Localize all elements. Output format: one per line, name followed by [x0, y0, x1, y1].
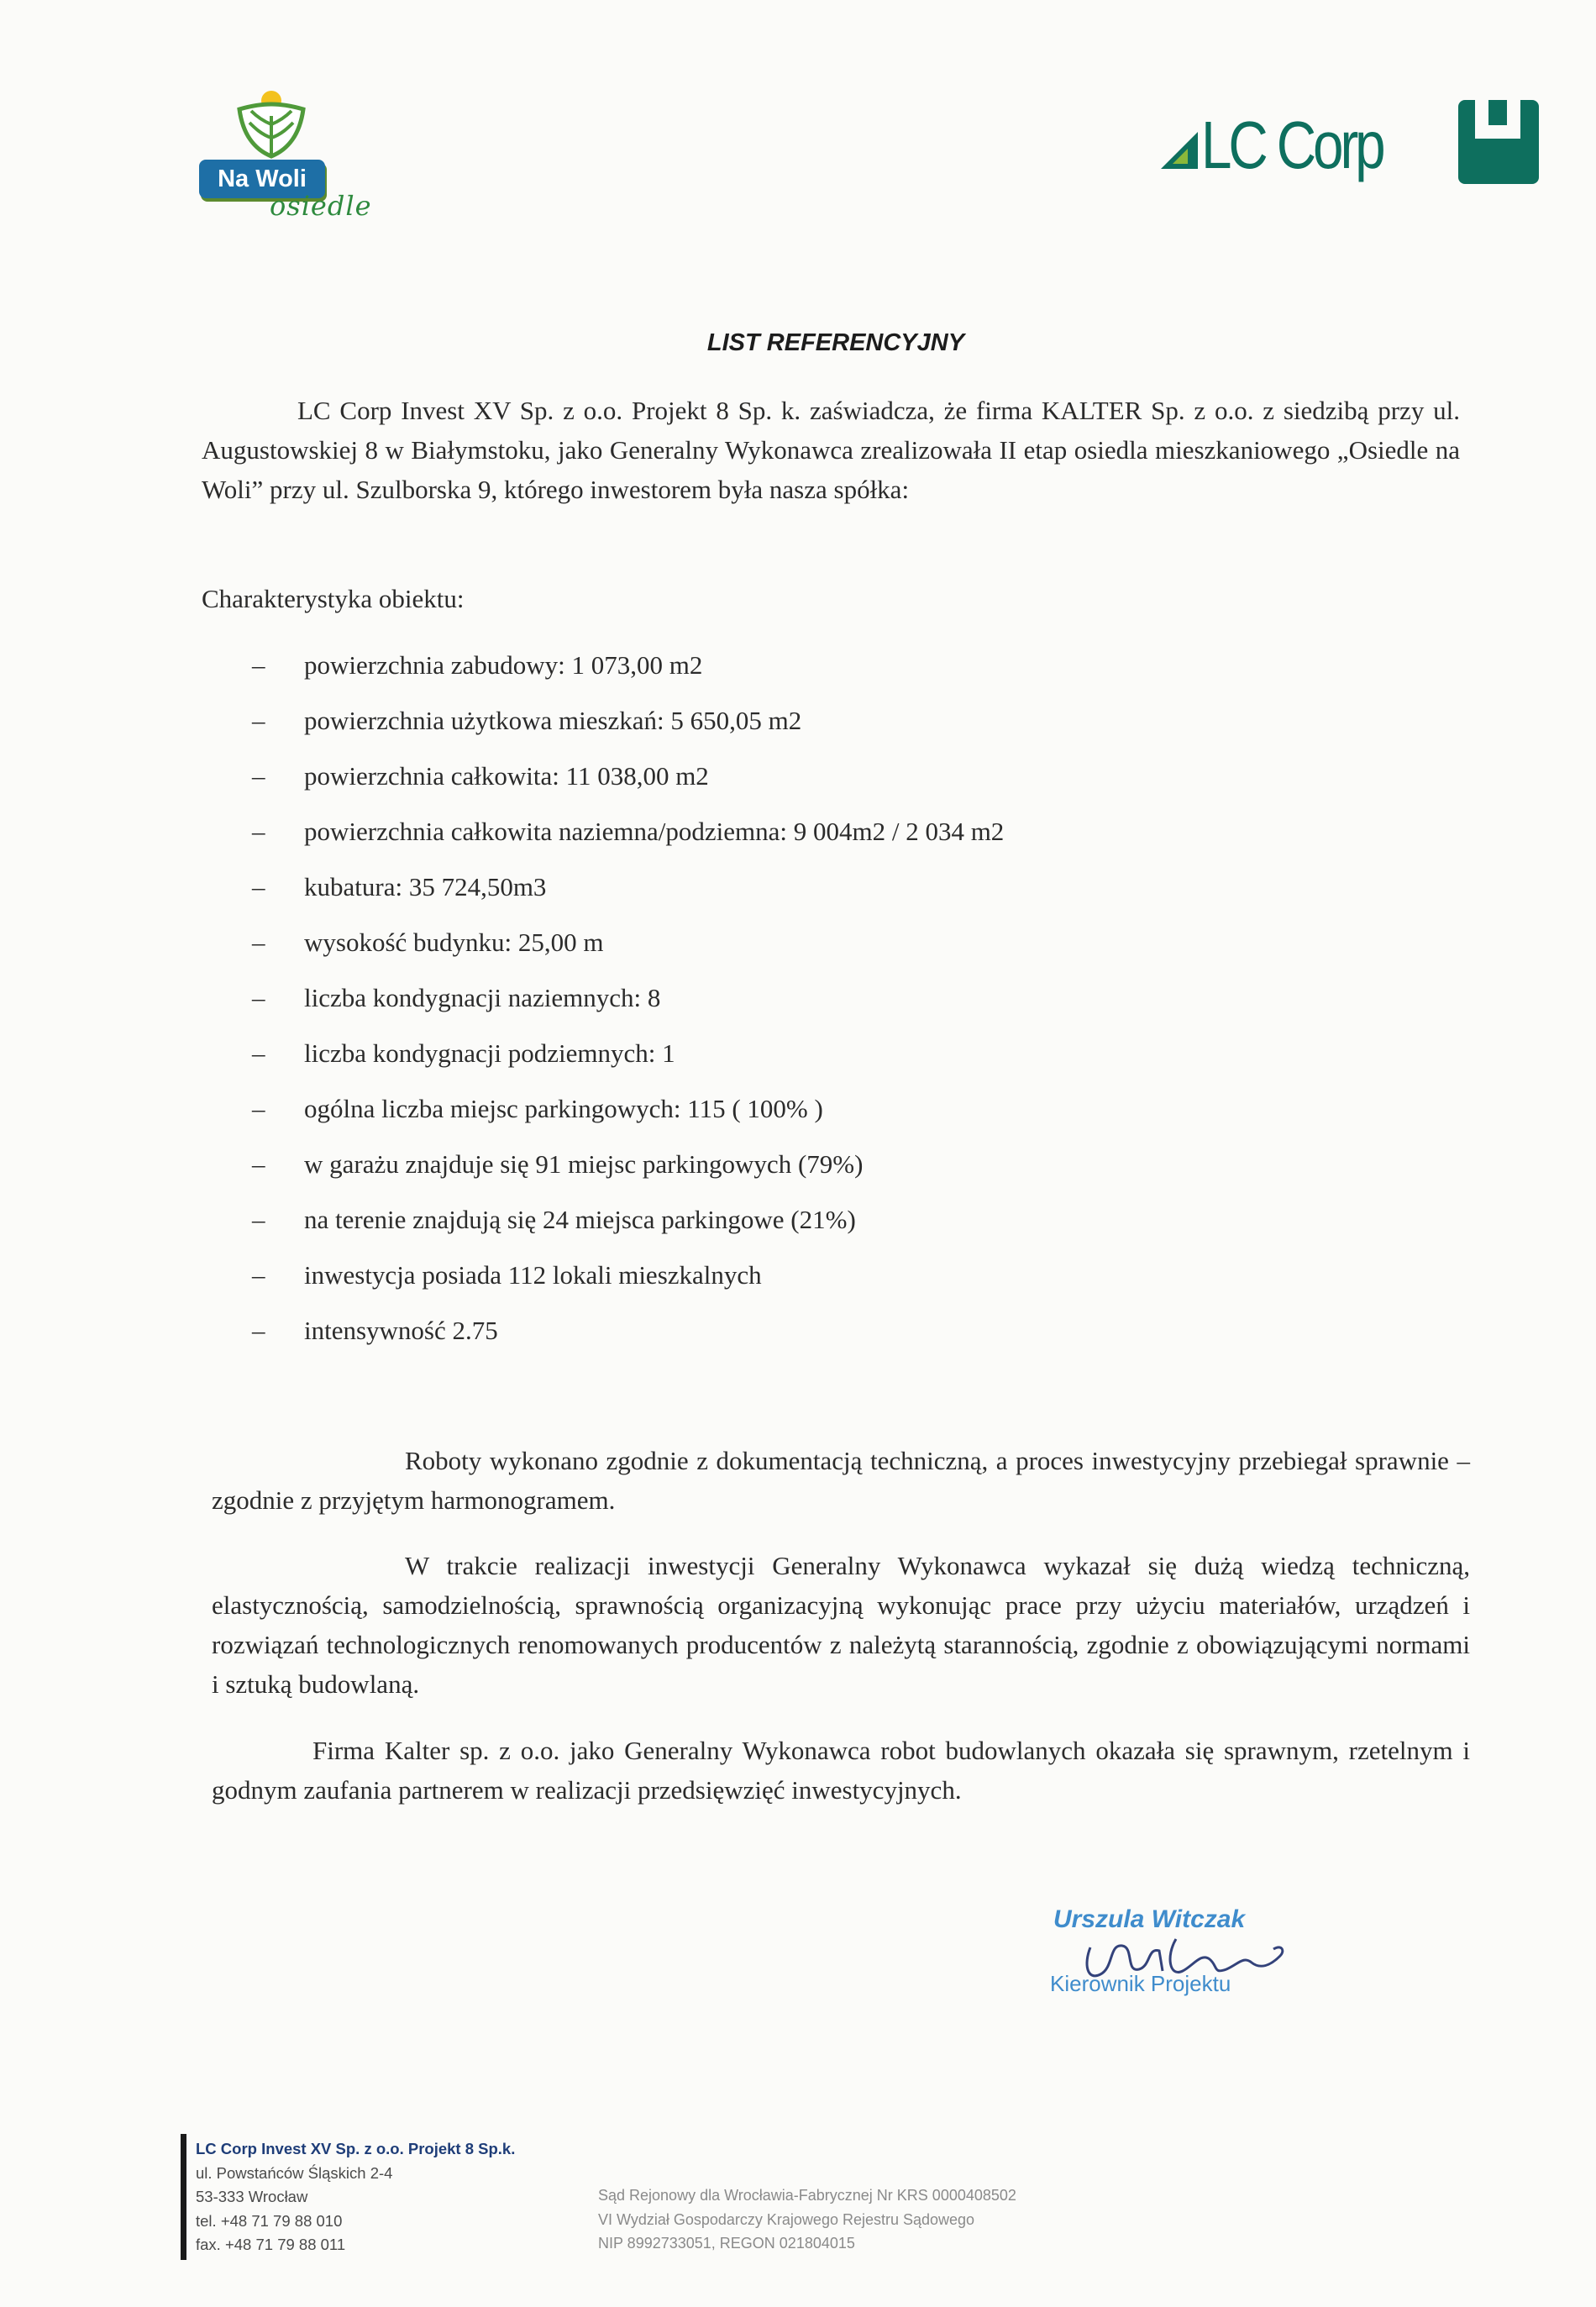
list-item: – powierzchnia zabudowy: 1 073,00 m2: [252, 650, 703, 680]
lc-square-logo-icon: [1458, 100, 1539, 184]
characteristics-list: [252, 649, 1004, 1369]
triangle-logo-icon: [1159, 130, 1201, 171]
footer-court: Sąd Rejonowy dla Wrocławia-Fabrycznej Nr KRS 0000408502: [598, 2187, 1016, 2204]
list-item: – liczba kondygnacji naziemnych: 8: [252, 983, 661, 1012]
osiedle-script: osiedle: [270, 190, 372, 222]
contractor-paragraph: W trakcie realizacji inwestycji Generalny Wykonawca wykazał się dużą wiedzą techniczną, elastycznością, samodzielnością, sprawnością organizacyjną wykonując prace przy użyciu materiałów, urządzeń i rozwiązań technologicznych renomowanych producentów z należytą starannością, zgodnie z obowiązującymi normami i sztuką budowlaną.: [212, 1551, 1470, 1699]
signature-stamp: [1050, 1905, 1302, 2006]
lc-corp-wordmark: LC Corp: [1201, 108, 1383, 182]
list-item: – powierzchnia użytkowa mieszkań: 5 650,05 m2: [252, 706, 802, 735]
list-item: – w garażu znajduje się 91 miejsc parkingowych (79%): [252, 1149, 864, 1179]
footer-address: [196, 2137, 515, 2257]
list-item: – inwestycja posiada 112 lokali mieszkalnych: [252, 1260, 762, 1290]
list-item: – kubatura: 35 724,50m3: [252, 872, 547, 901]
list-item: – ogólna liczba miejsc parkingowych: 115 ( 100% ): [252, 1094, 823, 1123]
footer-city: 53-333 Wrocław: [196, 2188, 308, 2205]
characteristics-label: Charakterystyka obiektu:: [202, 584, 465, 613]
na-woli-logo: [196, 91, 376, 225]
works-paragraph: Roboty wykonano zgodnie z dokumentacją techniczną, a proces inwestycyjny przebiegał sprawnie – zgodnie z przyjętym harmonogramem.: [212, 1446, 1470, 1515]
footer-company: LC Corp Invest XV Sp. z o.o. Projekt 8 Sp.k.: [196, 2140, 516, 2157]
intro-paragraph: LC Corp Invest XV Sp. z o.o. Projekt 8 Sp. k. zaświadcza, że firma KALTER Sp. z o.o. z siedzibą przy ul. Augustowskiej 8 w Białymstoku, jako Generalny Wykonawca zrealizowała II etap osiedla mieszkaniowego „Osiedle na Woli” przy ul. Szulborska 9, którego inwestorem była nasza spółka:: [202, 396, 1460, 504]
list-item: – powierzchnia całkowita: 11 038,00 m2: [252, 761, 709, 791]
list-item: – intensywność 2.75: [252, 1316, 498, 1345]
recommendation-paragraph: Firma Kalter sp. z o.o. jako Generalny Wykonawca robot budowlanych okazała się sprawnym, rzetelnym i godnym zaufania partnerem w realizacji przedsięwzięć inwestycyjnych.: [212, 1736, 1470, 1805]
signatory-role: Kierownik Projektu: [1050, 1971, 1231, 1996]
footer-registry: [598, 2184, 1016, 2256]
document-title: LIST REFERENCYJNY: [706, 329, 965, 356]
footer-ids: NIP 8992733051, REGON 021804015: [598, 2235, 855, 2252]
list-item: – na terenie znajdują się 24 miejsca parkingowe (21%): [252, 1205, 856, 1234]
na-woli-label: Na Woli: [199, 160, 325, 198]
footer-accent-bar: [181, 2134, 186, 2260]
footer-street: ul. Powstańców Śląskich 2-4: [196, 2163, 393, 2182]
list-item: – liczba kondygnacji podziemnych: 1: [252, 1038, 675, 1068]
footer-tel: tel. +48 71 79 88 010: [196, 2211, 343, 2230]
list-item: – wysokość budynku: 25,00 m: [252, 928, 604, 957]
lc-corp-logo: [1159, 97, 1546, 193]
signatory-name: Urszula Witczak: [1053, 1905, 1246, 1933]
footer-fax: fax. +48 71 79 88 011: [196, 2236, 346, 2253]
leaf-logo-icon: [229, 91, 313, 166]
footer-department: VI Wydział Gospodarczy Krajowego Rejestru Sądowego: [598, 2210, 975, 2228]
list-item: – powierzchnia całkowita naziemna/podziemna: 9 004m2 / 2 034 m2: [252, 817, 1005, 846]
